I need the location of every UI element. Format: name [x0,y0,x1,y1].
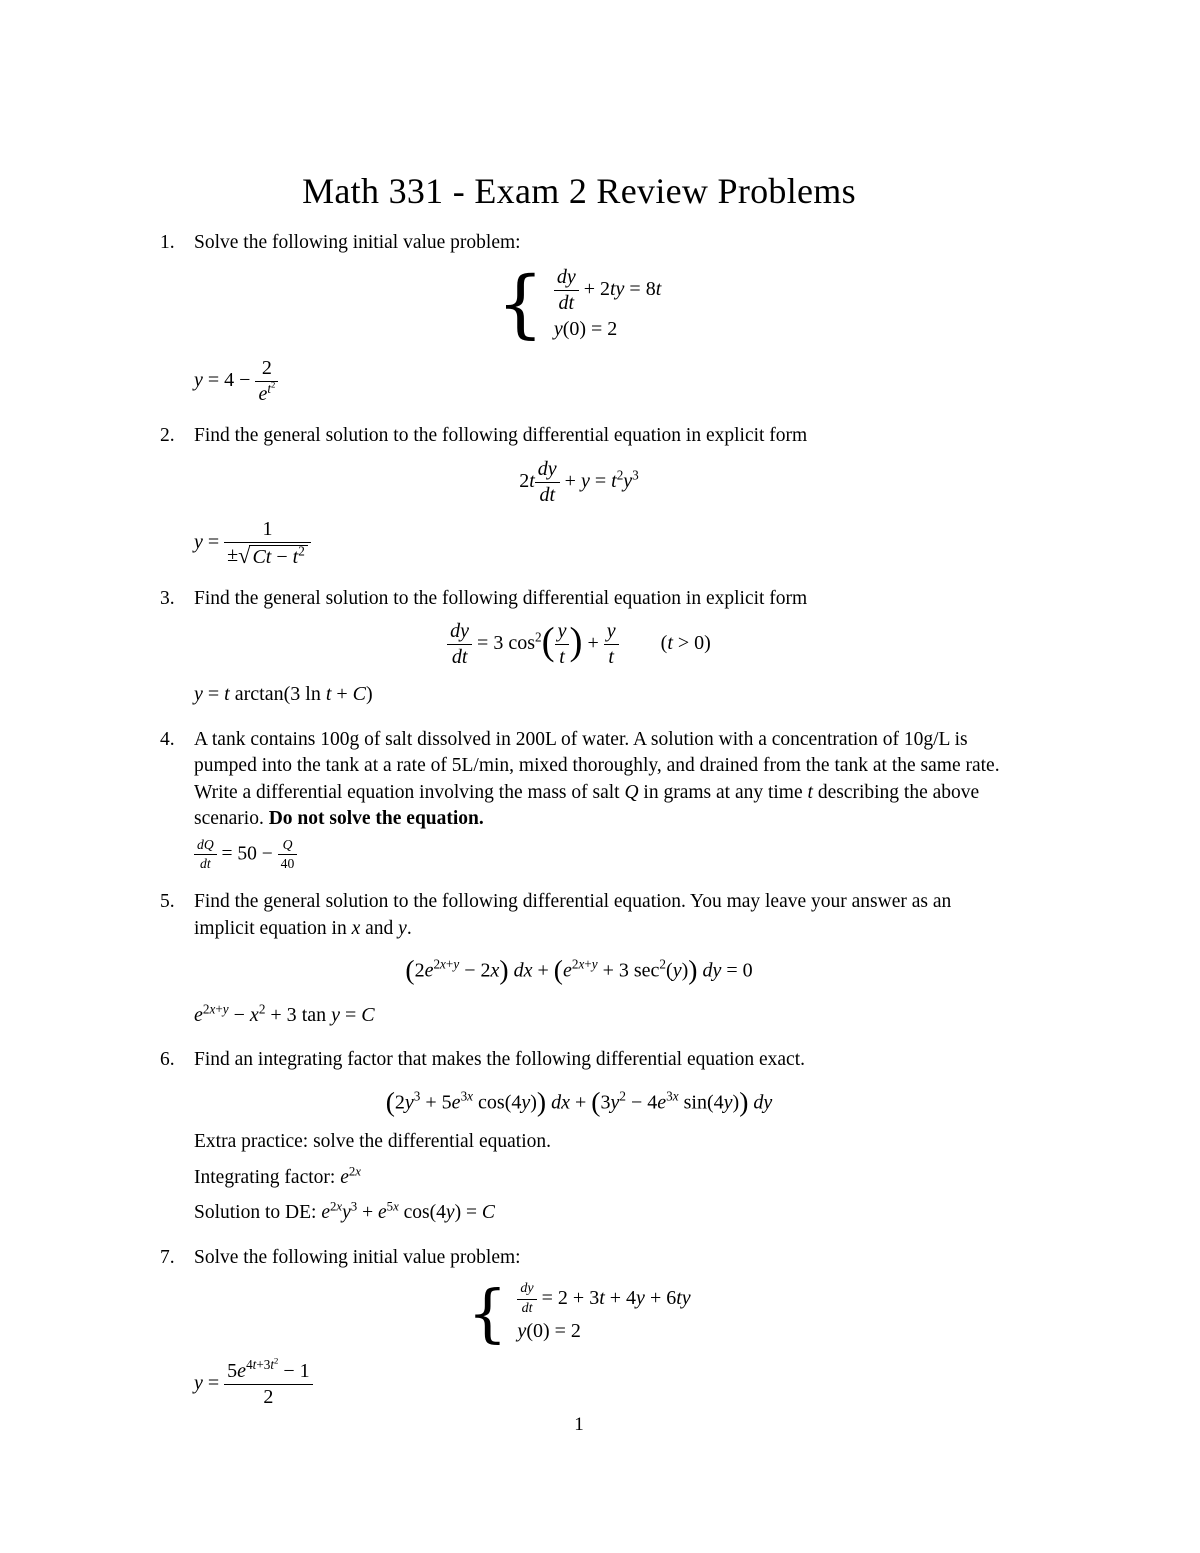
problem-number: 2. [160,425,175,447]
problem-number: 3. [160,587,175,609]
problem-prompt: Find the general solution to the following differential equation. You may leave your answer as an implicit equation in x and y. [194,891,952,939]
problem-number: 7. [160,1246,175,1268]
answer-equation: y = $\frac{5e^{4t+3t^2} - 1}{2}$ [194,1361,1000,1408]
problem-prompt: Find the general solution to the following differential equation in explicit form [194,587,808,609]
problem-7 [158,1245,1000,1408]
equation-display: $\frac{dy}{dt}$ = 3 $\cos^2$( $\frac{y}{t}$ ) + $\frac{y}{t}$ (t > 0) [158,621,1000,668]
extra-practice-note: Extra practice: solve the differential equation. [194,1131,551,1153]
answer-equation: y = 4 − $\frac{2}{e^{t^2}}$ [194,358,1000,405]
answer-equation: y = 1 ± √ $Ct - t^2$ [194,519,1000,568]
problem-5 [158,889,1000,1029]
problem-text: Write a differential equation involving the mass of salt Q in grams at any time t describing the above scenario. Do not solve the equation. [194,781,980,830]
answer-equation: $\frac{dQ}{dt}$ = 50 − $\frac{Q}{40}$ [194,838,1000,872]
problem-prompt: Find the general solution to the following differential equation in explicit form [194,425,808,447]
problem-number: 4. [160,728,175,750]
problem-prompt: Find an integrating factor that makes the following differential equation exact. [194,1049,805,1071]
answer-equation: $e^{2x+y} - x^2 + 3$ tan y = C [194,1001,375,1026]
equation-display: ($2y^3 + 5e^{3x}$ cos(4y)) dx + ($3y^2 - 4e^{3x}$ sin(4y)) dy [385,1085,773,1117]
problem-number: 6. [160,1049,175,1071]
problem-1 [158,230,1000,406]
equation-system: { $\frac{dy}{dt}$ = 2 + 3t + 4y + 6ty y(0) = 2 [467,1277,691,1351]
problem-2 [158,423,1000,568]
problem-number: 5. [160,891,175,913]
answer-equation: y = t arctan(3 ln t + C) [194,683,373,706]
equation-display: $(2e^{2x+y} - 2x)$ dx + ($e^{2x+y} + 3$ $\sec^2(y)$) dy = 0 [405,954,753,986]
page-number: 1 [574,1414,584,1435]
equation-display: 2t $\frac{dy}{dt}$ + $y = t^2y^3$ [519,457,639,506]
problem-prompt: Solve the following initial value problem: [194,231,521,253]
problem-text: A tank contains 100g of salt dissolved in 200L of water. A solution with a concentration of 10g/L is pumped into the tank at a rate of 5L/min, mixed thoroughly, and drained from the tank at the same rate. [194,728,1000,777]
problem-prompt: Solve the following initial value problem: [194,1246,521,1268]
page-title: Math 331 - Exam 2 Review Problems [302,171,856,211]
problem-3 [158,586,1000,709]
problem-4 [158,727,1000,872]
equation-system: { $\frac{dy}{dt}$ + 2ty = 8t y(0) = 2 [496,261,662,348]
integrating-factor-line: Integrating factor: $e^{2x}$ [194,1164,361,1188]
problem-number: 1. [160,231,175,253]
problem-6 [158,1047,1000,1227]
solution-line: Solution to DE: $e^{2x}y^3 + e^{5x}$ cos(4y) = C [194,1199,495,1224]
